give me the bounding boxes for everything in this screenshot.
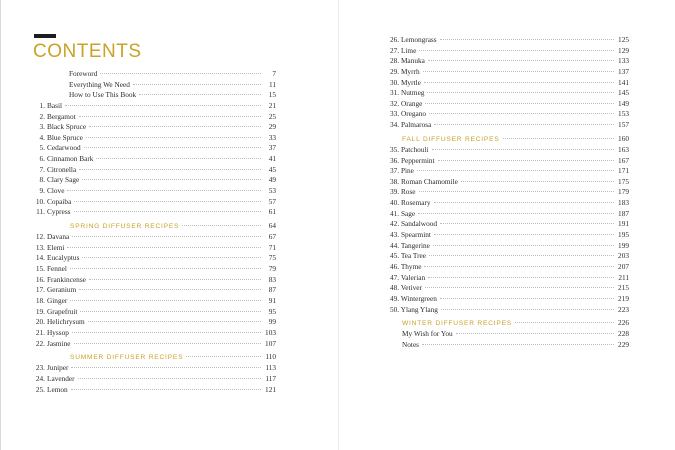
toc-entry-title: Fennel (47, 264, 67, 274)
dot-leader (425, 103, 614, 104)
dot-leader (440, 39, 614, 40)
dot-leader (440, 298, 614, 299)
toc-entry[interactable] (23, 143, 276, 154)
toc-entry-number: 12. (35, 232, 45, 242)
toc-entry-title: Lemon (47, 384, 68, 394)
toc-entry-number: 9. (39, 186, 45, 196)
toc-entry[interactable] (388, 329, 629, 340)
toc-entry-title: Citronella (47, 164, 77, 174)
dot-leader (74, 211, 261, 212)
dot-leader (515, 322, 614, 323)
toc-entry-page: 37 (268, 143, 276, 153)
dot-leader (139, 94, 261, 95)
toc-entry[interactable] (388, 145, 629, 156)
toc-entry-page: 167 (618, 155, 629, 165)
toc-entry[interactable] (23, 317, 276, 328)
toc-entry-page: 226 (618, 318, 629, 328)
dot-leader (429, 255, 614, 256)
toc-entry-page: 45 (268, 164, 276, 174)
toc-entry-page: 199 (618, 240, 629, 250)
toc-entry[interactable] (388, 120, 629, 131)
dot-leader (433, 245, 614, 246)
toc-entry[interactable] (23, 385, 276, 396)
toc-entry-page: 75 (268, 253, 276, 263)
toc-entry-page: 64 (268, 220, 276, 230)
toc-entry-title: 33. Oregano (390, 109, 427, 119)
dot-leader (434, 234, 614, 235)
toc-entry-number: 19. (35, 306, 45, 316)
toc-entry-page: 61 (268, 207, 276, 217)
toc-entry-title: FALL DIFFUSER RECIPES (402, 135, 500, 143)
toc-entry[interactable] (23, 307, 276, 318)
toc-entry[interactable] (388, 109, 629, 120)
toc-entry-title: SUMMER DIFFUSER RECIPES (70, 354, 184, 362)
toc-entry-number: 21. (35, 327, 45, 337)
toc-entry-title: 48. Vetiver (390, 283, 422, 293)
toc-entry[interactable] (388, 340, 629, 351)
dot-leader (432, 149, 614, 150)
toc-entry[interactable] (388, 219, 629, 230)
toc-entry[interactable] (388, 305, 629, 316)
toc-entry-title: Cypress (47, 207, 71, 217)
toc-entry[interactable] (388, 67, 629, 78)
toc-entry-page: 179 (618, 187, 629, 197)
toc-entry[interactable] (388, 198, 629, 209)
toc-entry-title: 47. Valerian (390, 272, 426, 282)
toc-entry[interactable] (388, 56, 629, 67)
toc-entry[interactable] (23, 328, 276, 339)
toc-entry-page: 103 (265, 327, 276, 337)
toc-entry-page: 133 (618, 56, 629, 66)
toc-entry[interactable] (23, 207, 276, 218)
dot-leader (422, 344, 614, 345)
dot-leader (456, 333, 614, 334)
dot-leader (79, 169, 261, 170)
toc-section[interactable] (23, 221, 276, 232)
toc-entry-title: 46. Thyme (390, 261, 422, 271)
toc-entry-page: 117 (265, 373, 276, 383)
toc-entry-title: Black Spruce (47, 122, 87, 132)
toc-entry-title: Geranium (47, 285, 77, 295)
toc-entry-page: 71 (268, 242, 276, 252)
toc-entry[interactable] (388, 241, 629, 252)
dot-leader (133, 84, 261, 85)
toc-entry-page: 110 (265, 352, 276, 362)
toc-entry-page: 21 (268, 100, 276, 110)
dot-leader (440, 223, 614, 224)
toc-entry-page: 29 (268, 122, 276, 132)
toc-entry-title: Elemi (47, 242, 65, 252)
toc-entry-page: 203 (618, 251, 629, 261)
dot-leader (186, 356, 261, 357)
toc-entry-title: 38. Roman Chamomile (390, 176, 458, 186)
toc-section[interactable] (23, 352, 276, 363)
toc-entry[interactable] (23, 374, 276, 385)
toc-entry-title: 40. Rosemary (390, 198, 431, 208)
toc-entry-title: 37. Pine (390, 166, 414, 176)
dot-leader (82, 257, 261, 258)
toc-entry-page: 125 (618, 35, 629, 44)
toc-entry[interactable] (388, 262, 629, 273)
toc-entry-title: 34. Palmarosa (390, 120, 432, 130)
toc-entry-page: 141 (618, 77, 629, 87)
toc-entry[interactable] (388, 88, 629, 99)
toc-entry-title: Copaiba (47, 196, 72, 206)
dot-leader (182, 225, 261, 226)
toc-entry-title: 28. Manuka (390, 56, 425, 66)
dot-leader (441, 309, 614, 310)
toc-entry-page: 25 (268, 111, 276, 121)
toc-entry-number: 5. (39, 143, 45, 153)
toc-entry-title: 32. Orange (390, 98, 423, 108)
toc-entry[interactable] (388, 99, 629, 110)
toc-entry-title: 26. Lemongrass (390, 35, 437, 44)
toc-entry-number: 3. (39, 122, 45, 132)
toc-entry-title: Blue Spruce (47, 132, 83, 142)
toc-entry-page: 137 (618, 66, 629, 76)
toc-entry-title: 44. Tangerine (390, 240, 430, 250)
toc-entry-title: 45. Tea Tree (390, 251, 427, 261)
dot-leader (74, 201, 261, 202)
toc-entry[interactable] (23, 165, 276, 176)
toc-entry[interactable] (23, 243, 276, 254)
toc-entry-page: 215 (618, 283, 629, 293)
toc-entry-title: 50. Ylang Ylang (390, 304, 438, 314)
toc-entry-page: 195 (618, 230, 629, 240)
toc-entry[interactable] (23, 133, 276, 144)
toc-entry-page: 223 (618, 304, 629, 314)
dot-leader (461, 181, 614, 182)
dot-leader (428, 60, 614, 61)
toc-entry-page: 145 (618, 88, 629, 98)
toc-entry[interactable] (23, 296, 276, 307)
toc-entry-page: 57 (268, 196, 276, 206)
toc-entry-number: 7. (39, 164, 45, 174)
toc-entry-number: 18. (35, 295, 45, 305)
toc-entry[interactable] (23, 253, 276, 264)
toc-entry-number: 24. (35, 373, 45, 383)
toc-entry-title: Grapefruit (47, 306, 78, 316)
toc-entry-title: WINTER DIFFUSER RECIPES (402, 320, 512, 328)
toc-entry-page: 228 (618, 329, 629, 339)
toc-entry-number: 17. (35, 285, 45, 295)
toc-entry-title: 27. Lime (390, 45, 417, 55)
toc-entry-page: 113 (265, 363, 276, 373)
toc-entry-title: Clove (47, 186, 65, 196)
toc-entry-title: Foreword (69, 69, 98, 78)
toc-entry-title: 35. Patchouli (390, 144, 429, 154)
toc-entry-number: 10. (35, 196, 45, 206)
toc-entry-title: Basil (47, 100, 62, 110)
toc-entry-title: Clary Sage (47, 175, 80, 185)
dot-leader (84, 147, 261, 148)
toc-entry-title: Juniper (47, 363, 69, 373)
dot-leader (79, 289, 261, 290)
toc-entry[interactable] (388, 166, 629, 177)
left-page (0, 0, 337, 450)
dot-leader (503, 138, 614, 139)
toc-entry-page: 121 (265, 384, 276, 394)
toc-entry-page: 79 (268, 264, 276, 274)
toc-entry[interactable] (23, 186, 276, 197)
dot-leader (428, 277, 614, 278)
dot-leader (72, 236, 261, 237)
toc-entry-number: 8. (39, 175, 45, 185)
toc-entry-title: My Wish for You (402, 329, 453, 339)
toc-entry[interactable] (388, 283, 629, 294)
dot-leader (424, 82, 614, 83)
toc-entry-page: 157 (618, 120, 629, 130)
dot-leader (427, 92, 614, 93)
toc-entry-page: 87 (268, 285, 276, 295)
toc-entry[interactable] (388, 273, 629, 284)
dot-leader (438, 160, 614, 161)
toc-entry-page: 171 (618, 166, 629, 176)
dot-leader (70, 300, 261, 301)
toc-list-left (23, 69, 276, 395)
toc-entry[interactable] (388, 156, 629, 167)
toc-entry-page: 49 (268, 175, 276, 185)
toc-entry-title: 49. Wintergreen (390, 293, 437, 303)
toc-entry-number: 4. (39, 132, 45, 142)
toc-entry-title: Davana (47, 232, 70, 242)
dot-leader (423, 71, 614, 72)
dot-leader (419, 50, 614, 51)
toc-entry-number: 16. (35, 274, 45, 284)
toc-entry[interactable] (23, 232, 276, 243)
toc-entry-page: 175 (618, 176, 629, 186)
toc-entry[interactable] (388, 35, 629, 46)
toc-entry-title: Lavender (47, 373, 75, 383)
toc-entry-title: 42. Sandalwood (390, 219, 438, 229)
toc-section[interactable] (388, 134, 629, 145)
dot-leader (417, 170, 614, 171)
dot-leader (429, 113, 614, 114)
dot-leader (86, 137, 261, 138)
toc-entry[interactable] (23, 90, 276, 101)
toc-entry-title: 41. Sage (390, 208, 416, 218)
dot-leader (434, 124, 614, 125)
toc-entry-page: 183 (618, 198, 629, 208)
toc-entry-page: 163 (618, 144, 629, 154)
toc-entry-page: 187 (618, 208, 629, 218)
dot-leader (424, 266, 614, 267)
toc-entry-title: Eucalyptus (47, 253, 80, 263)
toc-entry-title: 43. Spearmint (390, 230, 431, 240)
toc-entry-page: 129 (618, 45, 629, 55)
toc-entry[interactable] (23, 101, 276, 112)
toc-entry-title: Everything We Need (69, 79, 130, 89)
toc-entry-title: Cinnamon Bark (47, 154, 94, 164)
toc-entry[interactable] (388, 187, 629, 198)
dot-leader (418, 213, 614, 214)
toc-entry-page: 7 (272, 69, 276, 78)
toc-entry-number: 13. (35, 242, 45, 252)
dot-leader (89, 126, 261, 127)
dot-leader (89, 279, 261, 280)
dot-leader (67, 247, 261, 248)
toc-entry[interactable] (23, 275, 276, 286)
toc-entry-page: 53 (268, 186, 276, 196)
dot-leader (96, 158, 261, 159)
toc-entry-page: 219 (618, 293, 629, 303)
toc-entry-page: 107 (265, 338, 276, 348)
dot-leader (74, 343, 261, 344)
toc-entry-number: 2. (39, 111, 45, 121)
toc-entry[interactable] (388, 78, 629, 89)
toc-entry[interactable] (388, 251, 629, 262)
toc-entry-title: Jasmine (47, 338, 71, 348)
toc-entry-page: 99 (268, 317, 276, 327)
dot-leader (79, 116, 261, 117)
toc-entry-page: 153 (618, 109, 629, 119)
toc-entry[interactable] (388, 209, 629, 220)
toc-entry-page: 95 (268, 306, 276, 316)
dot-leader (78, 378, 261, 379)
toc-entry-title: 30. Myrtle (390, 77, 421, 87)
toc-entry-number: 6. (39, 154, 45, 164)
dot-leader (80, 311, 261, 312)
toc-entry[interactable] (388, 177, 629, 188)
toc-entry-page: 41 (268, 154, 276, 164)
toc-entry[interactable] (23, 363, 276, 374)
toc-entry-title: Hyssop (47, 327, 69, 337)
dot-leader (419, 191, 614, 192)
dot-leader (67, 190, 261, 191)
dot-leader (88, 321, 261, 322)
toc-list-right (388, 35, 629, 351)
toc-section[interactable] (388, 318, 629, 329)
toc-entry[interactable] (23, 69, 276, 80)
toc-entry-page: 83 (268, 274, 276, 284)
dot-leader (425, 287, 614, 288)
toc-entry-number: 14. (35, 253, 45, 263)
toc-entry[interactable] (23, 122, 276, 133)
toc-entry-number: 20. (35, 317, 45, 327)
dot-leader (71, 389, 261, 390)
toc-entry-title: 31. Nutmeg (390, 88, 425, 98)
toc-entry-title: Bergamot (47, 111, 76, 121)
toc-entry[interactable] (23, 264, 276, 275)
toc-entry-title: Cedarwood (47, 143, 81, 153)
toc-entry[interactable] (388, 294, 629, 305)
toc-entry-page: 15 (268, 90, 276, 100)
toc-entry-page: 207 (618, 261, 629, 271)
toc-entry-title: How to Use This Book (69, 90, 137, 100)
dot-leader (71, 367, 261, 368)
toc-entry-page: 229 (618, 339, 629, 349)
toc-entry-page: 91 (268, 295, 276, 305)
toc-entry-title: 36. Peppermint (390, 155, 435, 165)
toc-entry-title: Helichrysum (47, 317, 85, 327)
toc-entry-number: 11. (36, 207, 45, 217)
toc-entry-page: 149 (618, 98, 629, 108)
toc-entry[interactable] (23, 285, 276, 296)
dot-leader (70, 268, 261, 269)
toc-entry[interactable] (23, 154, 276, 165)
toc-entry[interactable] (23, 112, 276, 123)
dot-leader (100, 73, 261, 74)
toc-entry-number: 23. (35, 363, 45, 373)
toc-entry-title: Notes (402, 339, 420, 349)
toc-entry-number: 22. (35, 338, 45, 348)
page-title: CONTENTS (33, 41, 142, 62)
toc-entry[interactable] (23, 339, 276, 350)
toc-entry-page: 191 (618, 219, 629, 229)
toc-entry-title: SPRING DIFFUSER RECIPES (70, 222, 180, 230)
toc-entry-number: 15. (35, 264, 45, 274)
toc-entry-title: 29. Myrrh (390, 66, 420, 76)
toc-entry-title: Ginger (47, 295, 68, 305)
toc-entry-number: 1. (39, 100, 45, 110)
heading-rule (34, 34, 56, 38)
dot-leader (65, 105, 261, 106)
toc-entry-number: 25. (35, 384, 45, 394)
toc-entry-title: 39. Rose (390, 187, 416, 197)
dot-leader (82, 179, 261, 180)
toc-entry[interactable] (23, 80, 276, 91)
toc-entry-page: 160 (618, 133, 629, 143)
toc-entry-title: Frankincense (47, 274, 86, 284)
toc-entry-page: 211 (618, 272, 629, 282)
toc-entry-page: 33 (268, 132, 276, 142)
toc-entry[interactable] (388, 46, 629, 57)
toc-entry[interactable] (23, 197, 276, 208)
dot-leader (72, 332, 261, 333)
toc-entry[interactable] (23, 175, 276, 186)
toc-entry-page: 11 (268, 79, 276, 89)
dot-leader (434, 202, 614, 203)
toc-entry[interactable] (388, 230, 629, 241)
toc-entry-page: 67 (268, 232, 276, 242)
